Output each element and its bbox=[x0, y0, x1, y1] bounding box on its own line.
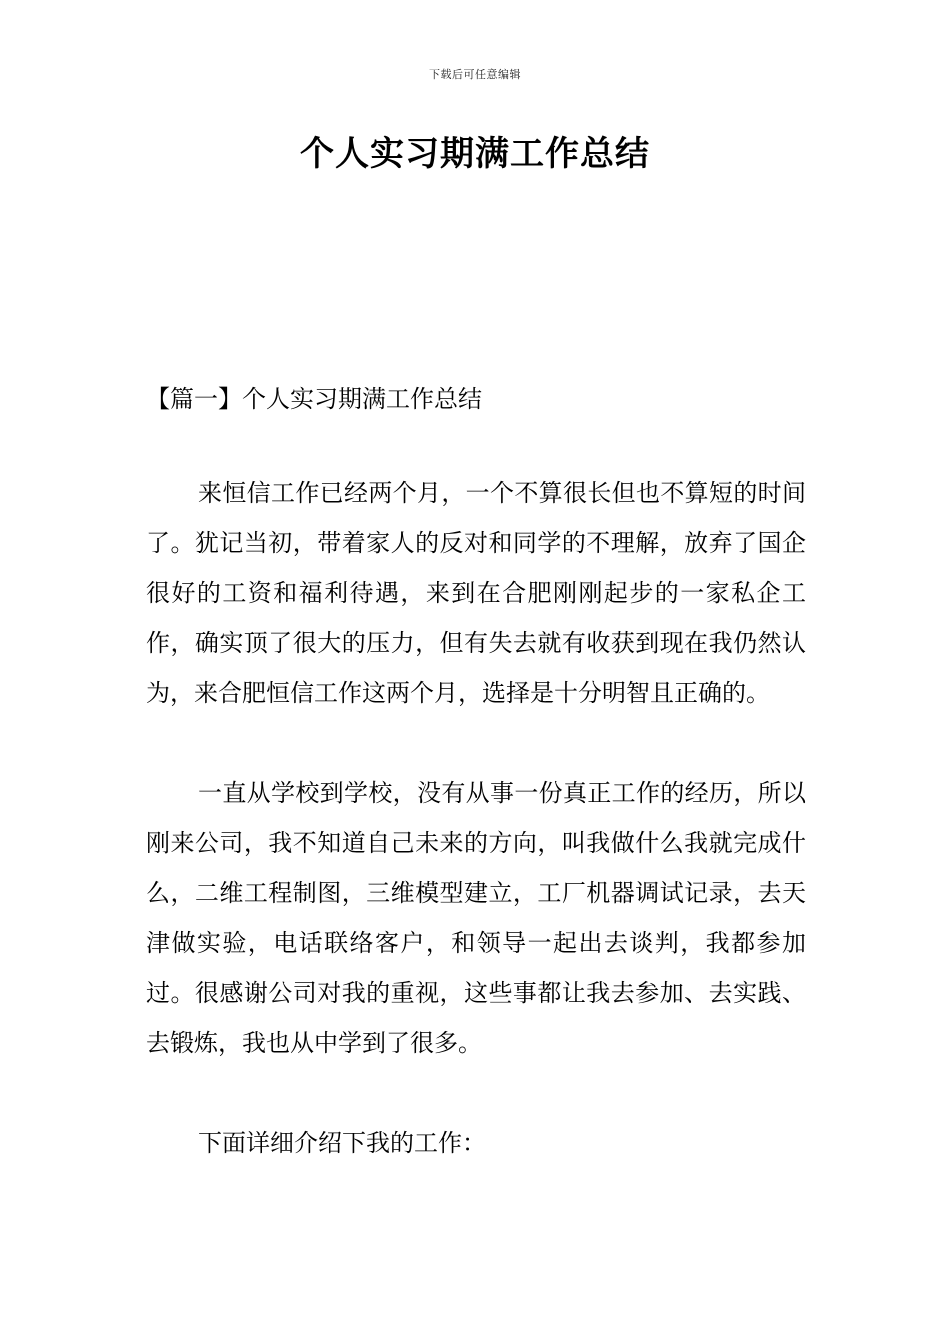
paragraph-1: 来恒信工作已经两个月，一个不算很长但也不算短的时间了。犹记当初，带着家人的反对和同学的不理解，放弃了国企很好的工资和福利待遇，来到在合肥刚刚起步的一家私企工作，确实顶了很大的压力，但有失去就有收获到现在我仍然认为，来合肥恒信工作这两个月，选择是十分明智且正确的。 bbox=[146, 479, 806, 707]
paragraph-2: 一直从学校到学校，没有从事一份真正工作的经历，所以刚来公司，我不知道自己未来的方向，叫我做什么我就完成什么，二维工程制图，三维模型建立，工厂机器调试记录，去天津做实验，电话联络客户，和领导一起出去谈判，我都参加过。很感谢公司对我的重视，这些事都让我去参加、去实践、去锻炼，我也从中学到了很多。 bbox=[146, 779, 806, 1057]
paragraph-3: 下面详细介绍下我的工作： bbox=[198, 1129, 486, 1157]
document-title: 个人实习期满工作总结 bbox=[300, 134, 650, 174]
header-note: 下载后可任意编辑 bbox=[429, 68, 521, 81]
document-body bbox=[146, 380, 806, 1168]
section-heading: 【篇一】个人实习期满工作总结 bbox=[146, 385, 482, 413]
